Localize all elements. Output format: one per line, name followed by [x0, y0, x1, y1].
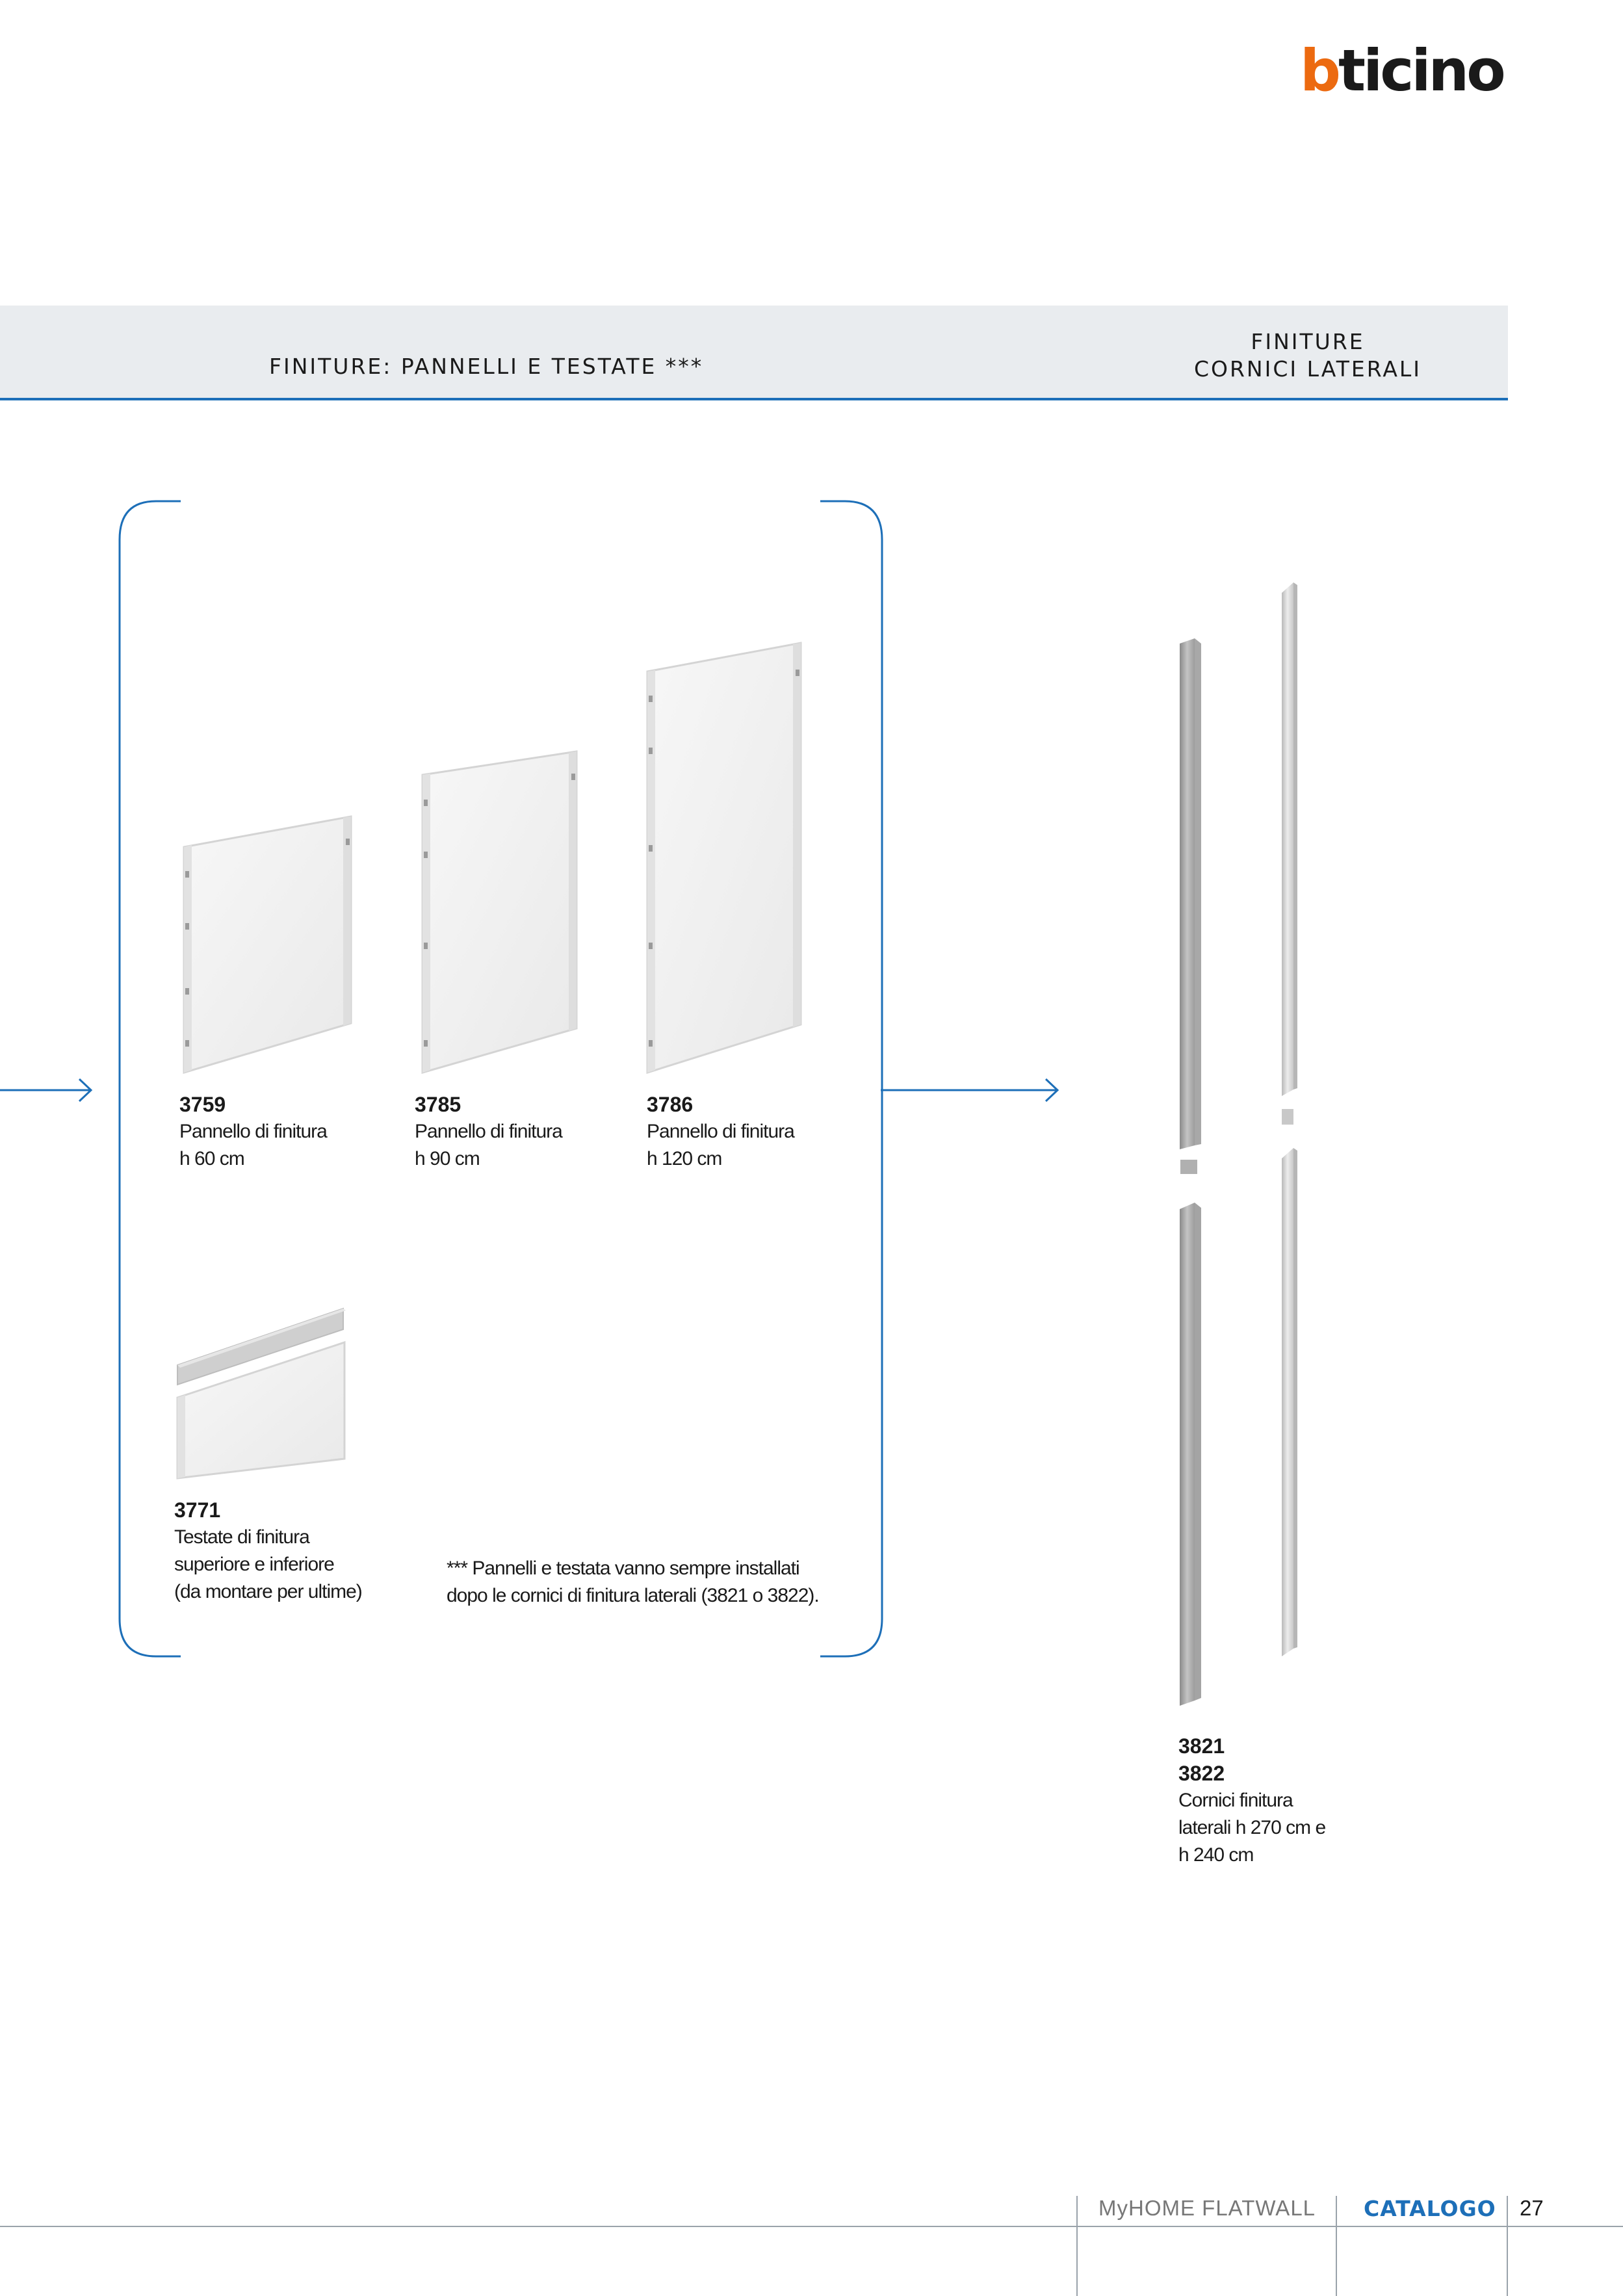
page-number: 27: [1520, 2196, 1544, 2220]
product-description: Cornici finitura: [1178, 1790, 1293, 1811]
product-size: h 90 cm: [415, 1148, 480, 1169]
product-size: h 120 cm: [647, 1148, 722, 1169]
bracket-right: [820, 501, 882, 1656]
section-title-frames-line1: FINITURE: [1251, 329, 1365, 354]
footer-divider: [1336, 2196, 1337, 2296]
bracket-left: [120, 501, 181, 1656]
product-description-line2: laterali h 270 cm e: [1178, 1817, 1326, 1838]
logo-letter-b: b: [1300, 37, 1338, 104]
product-code: 3786: [647, 1093, 694, 1116]
section-title-panels: FINITURE: PANNELLI E TESTATE ***: [269, 354, 704, 379]
product-caption-3771: [174, 1496, 362, 1606]
product-description: Testate di finitura: [174, 1526, 309, 1548]
footer-divider: [1076, 2196, 1078, 2296]
footer-catalog-title: MyHOME FLATWALL: [1098, 2196, 1316, 2220]
product-description-line3: h 240 cm: [1178, 1844, 1254, 1866]
side-frame-3821-image: [1180, 638, 1201, 1706]
note-line2: dopo le cornici di finitura laterali (3821 o 3822).: [447, 1585, 819, 1606]
product-code-3821: 3821: [1178, 1734, 1225, 1758]
arrow-to-frames: [881, 1079, 1058, 1101]
arrow-left-in: [0, 1079, 91, 1101]
headpiece-3771-image: [177, 1309, 346, 1478]
product-code: 3785: [415, 1093, 461, 1116]
footer-catalog-label: CATALOGO: [1364, 2196, 1496, 2221]
side-frame-3822-image: [1282, 582, 1297, 1656]
product-description-line3: (da montare per ultime): [174, 1581, 362, 1602]
panel-3759-image: [184, 816, 351, 1073]
product-description: Pannello di finitura: [647, 1121, 794, 1142]
product-description-line2: superiore e inferiore: [174, 1554, 334, 1575]
footer-divider: [1507, 2196, 1508, 2296]
product-description: Pannello di finitura: [179, 1121, 327, 1142]
section-title-frames-line2: CORNICI LATERALI: [1193, 356, 1422, 382]
product-code: 3759: [179, 1093, 226, 1116]
product-caption-3759: [179, 1091, 327, 1173]
product-caption-3821-3822: [1178, 1732, 1325, 1869]
product-size: h 60 cm: [179, 1148, 244, 1169]
panel-3785-image: [422, 751, 577, 1073]
product-code: 3771: [174, 1498, 221, 1522]
product-description: Pannello di finitura: [415, 1121, 562, 1142]
product-caption-3785: [415, 1091, 562, 1173]
footer-rule: [0, 2226, 1623, 2227]
installation-note: [447, 1555, 819, 1610]
note-line1: *** Pannelli e testata vanno sempre installati: [447, 1558, 799, 1579]
logo-wordmark: ticino: [1338, 37, 1503, 104]
panel-3786-image: [647, 643, 801, 1073]
product-caption-3786: [647, 1091, 794, 1173]
product-code-3822: 3822: [1178, 1762, 1225, 1785]
